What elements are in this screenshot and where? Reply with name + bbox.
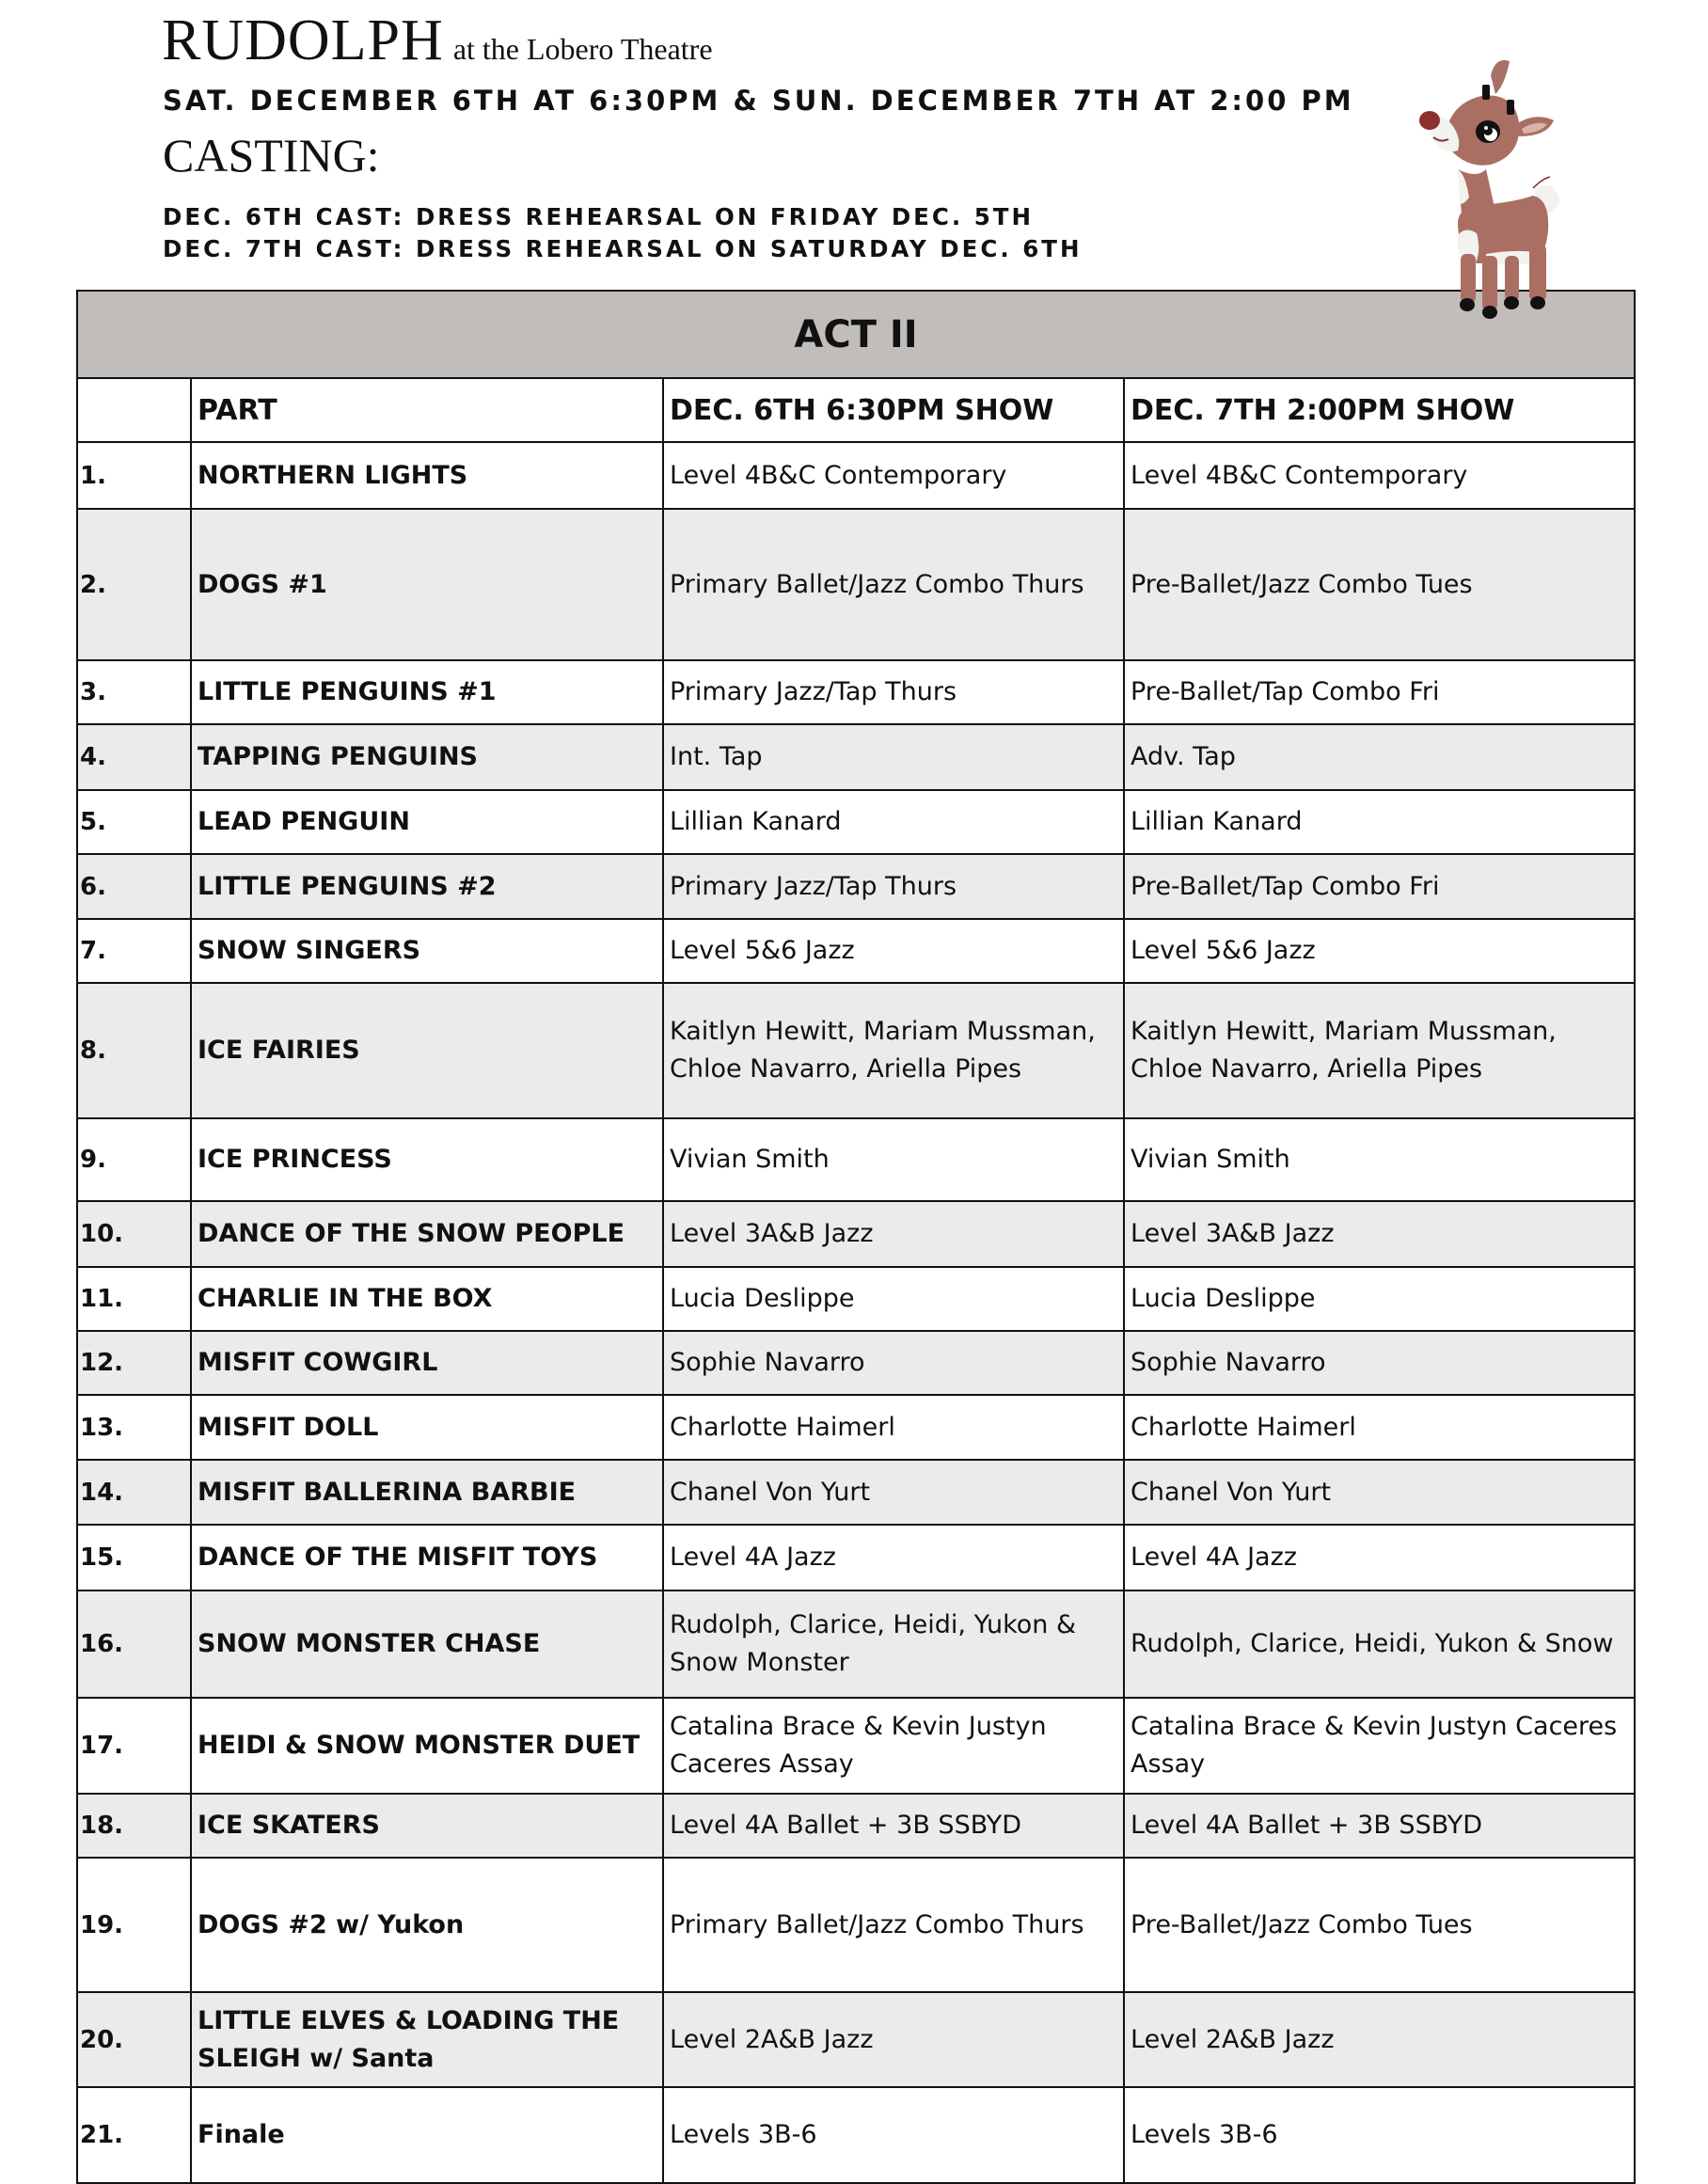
column-header-number bbox=[77, 378, 191, 442]
part-name: MISFIT BALLERINA BARBIE bbox=[191, 1460, 663, 1525]
dec7-cast: Lucia Deslippe bbox=[1124, 1267, 1635, 1331]
casting-table bbox=[76, 290, 1636, 2184]
dec6-cast: Level 4A Jazz bbox=[663, 1525, 1124, 1591]
dec7-cast: Pre-Ballet/Jazz Combo Tues bbox=[1124, 1858, 1635, 1992]
show-dates: SAT. DECEMBER 6TH AT 6:30PM & SUN. DECEMBER 7TH AT 2:00 PM bbox=[163, 85, 1354, 117]
dec6-cast: Primary Jazz/Tap Thurs bbox=[663, 660, 1124, 724]
dec7-cast: Charlotte Haimerl bbox=[1124, 1395, 1635, 1460]
part-name: LEAD PENGUIN bbox=[191, 790, 663, 854]
dec7-cast: Adv. Tap bbox=[1124, 724, 1635, 790]
part-name: LITTLE ELVES & LOADING THE SLEIGH w/ Santa bbox=[191, 1992, 663, 2087]
dec7-cast: Levels 3B-6 bbox=[1124, 2087, 1635, 2183]
dec7-cast: Level 4B&C Contemporary bbox=[1124, 442, 1635, 509]
table-row bbox=[77, 1331, 1635, 1395]
table-row bbox=[77, 1591, 1635, 1698]
dec7-cast: Sophie Navarro bbox=[1124, 1331, 1635, 1395]
row-number: 16. bbox=[77, 1591, 191, 1698]
venue-subtitle: at the Lobero Theatre bbox=[452, 32, 713, 66]
row-number: 4. bbox=[77, 724, 191, 790]
row-number: 13. bbox=[77, 1395, 191, 1460]
dec7-cast: Level 3A&B Jazz bbox=[1124, 1201, 1635, 1267]
part-name: LITTLE PENGUINS #2 bbox=[191, 854, 663, 919]
dec6-cast: Level 2A&B Jazz bbox=[663, 1992, 1124, 2087]
row-number: 3. bbox=[77, 660, 191, 724]
dec6-cast: Catalina Brace & Kevin Justyn Caceres Assay bbox=[663, 1698, 1124, 1794]
dec7-cast: Chanel Von Yurt bbox=[1124, 1460, 1635, 1525]
row-number: 19. bbox=[77, 1858, 191, 1992]
part-name: ICE FAIRIES bbox=[191, 983, 663, 1118]
column-header-dec6: DEC. 6TH 6:30PM SHOW bbox=[663, 378, 1124, 442]
dec7-cast: Pre-Ballet/Tap Combo Fri bbox=[1124, 660, 1635, 724]
part-name: ICE SKATERS bbox=[191, 1794, 663, 1858]
part-name: Finale bbox=[191, 2087, 663, 2183]
part-name: HEIDI & SNOW MONSTER DUET bbox=[191, 1698, 663, 1794]
dec6-cast: Level 3A&B Jazz bbox=[663, 1201, 1124, 1267]
part-name: SNOW SINGERS bbox=[191, 919, 663, 983]
part-name: MISFIT DOLL bbox=[191, 1395, 663, 1460]
part-name: ICE PRINCESS bbox=[191, 1118, 663, 1201]
table-row bbox=[77, 509, 1635, 660]
table-row bbox=[77, 1794, 1635, 1858]
dec6-cast: Levels 3B-6 bbox=[663, 2087, 1124, 2183]
part-name: TAPPING PENGUINS bbox=[191, 724, 663, 790]
table-row bbox=[77, 1698, 1635, 1794]
row-number: 12. bbox=[77, 1331, 191, 1395]
dec6-cast: Primary Ballet/Jazz Combo Thurs bbox=[663, 509, 1124, 660]
column-header-part: PART bbox=[191, 378, 663, 442]
dec6-cast: Vivian Smith bbox=[663, 1118, 1124, 1201]
dec6-cast: Rudolph, Clarice, Heidi, Yukon & Snow Monster bbox=[663, 1591, 1124, 1698]
document-title bbox=[162, 8, 713, 74]
dec6-cast: Int. Tap bbox=[663, 724, 1124, 790]
row-number: 1. bbox=[77, 442, 191, 509]
table-row bbox=[77, 919, 1635, 983]
dec6-cast: Level 4B&C Contemporary bbox=[663, 442, 1124, 509]
table-row bbox=[77, 1267, 1635, 1331]
table-row bbox=[77, 1460, 1635, 1525]
part-name: DANCE OF THE MISFIT TOYS bbox=[191, 1525, 663, 1591]
row-number: 14. bbox=[77, 1460, 191, 1525]
row-number: 15. bbox=[77, 1525, 191, 1591]
dec6-cast: Sophie Navarro bbox=[663, 1331, 1124, 1395]
part-name: LITTLE PENGUINS #1 bbox=[191, 660, 663, 724]
dec7-cast: Vivian Smith bbox=[1124, 1118, 1635, 1201]
part-name: SNOW MONSTER CHASE bbox=[191, 1591, 663, 1698]
dec6-cast: Primary Jazz/Tap Thurs bbox=[663, 854, 1124, 919]
part-name: DANCE OF THE SNOW PEOPLE bbox=[191, 1201, 663, 1267]
part-name: MISFIT COWGIRL bbox=[191, 1331, 663, 1395]
dec6-cast: Lillian Kanard bbox=[663, 790, 1124, 854]
dec6-cast: Level 4A Ballet + 3B SSBYD bbox=[663, 1794, 1124, 1858]
row-number: 6. bbox=[77, 854, 191, 919]
table-row bbox=[77, 1858, 1635, 1992]
dec6-cast: Charlotte Haimerl bbox=[663, 1395, 1124, 1460]
dec6-cast: Lucia Deslippe bbox=[663, 1267, 1124, 1331]
column-header-dec7: DEC. 7TH 2:00PM SHOW bbox=[1124, 378, 1635, 442]
row-number: 9. bbox=[77, 1118, 191, 1201]
rudolph-reindeer-icon bbox=[1392, 38, 1599, 320]
row-number: 18. bbox=[77, 1794, 191, 1858]
dec7-cast: Kaitlyn Hewitt, Mariam Mussman, Chloe Navarro, Ariella Pipes bbox=[1124, 983, 1635, 1118]
row-number: 8. bbox=[77, 983, 191, 1118]
dec7-cast: Level 2A&B Jazz bbox=[1124, 1992, 1635, 2087]
dec7-cast: Pre-Ballet/Tap Combo Fri bbox=[1124, 854, 1635, 919]
dec7-cast: Lillian Kanard bbox=[1124, 790, 1635, 854]
table-row bbox=[77, 1118, 1635, 1201]
row-number: 5. bbox=[77, 790, 191, 854]
rehearsal-note-dec6: DEC. 6TH CAST: DRESS REHEARSAL ON FRIDAY DEC. 5TH bbox=[163, 203, 1034, 230]
table-row bbox=[77, 660, 1635, 724]
dec7-cast: Pre-Ballet/Jazz Combo Tues bbox=[1124, 509, 1635, 660]
dec6-cast: Level 5&6 Jazz bbox=[663, 919, 1124, 983]
table-row bbox=[77, 1525, 1635, 1591]
table-row bbox=[77, 790, 1635, 854]
show-title: RUDOLPH bbox=[162, 8, 444, 72]
table-row bbox=[77, 1992, 1635, 2087]
dec7-cast: Rudolph, Clarice, Heidi, Yukon & Snow bbox=[1124, 1591, 1635, 1698]
dec7-cast: Level 4A Ballet + 3B SSBYD bbox=[1124, 1794, 1635, 1858]
dec6-cast: Kaitlyn Hewitt, Mariam Mussman, Chloe Navarro, Ariella Pipes bbox=[663, 983, 1124, 1118]
table-row bbox=[77, 2087, 1635, 2183]
part-name: NORTHERN LIGHTS bbox=[191, 442, 663, 509]
dec7-cast: Level 4A Jazz bbox=[1124, 1525, 1635, 1591]
row-number: 11. bbox=[77, 1267, 191, 1331]
part-name: DOGS #2 w/ Yukon bbox=[191, 1858, 663, 1992]
rehearsal-note-dec7: DEC. 7TH CAST: DRESS REHEARSAL ON SATURDAY DEC. 6TH bbox=[163, 235, 1083, 262]
dec6-cast: Primary Ballet/Jazz Combo Thurs bbox=[663, 1858, 1124, 1992]
casting-heading: CASTING: bbox=[163, 129, 380, 182]
row-number: 10. bbox=[77, 1201, 191, 1267]
table-row bbox=[77, 1395, 1635, 1460]
table-row bbox=[77, 854, 1635, 919]
table-row bbox=[77, 724, 1635, 790]
row-number: 21. bbox=[77, 2087, 191, 2183]
row-number: 7. bbox=[77, 919, 191, 983]
table-row bbox=[77, 442, 1635, 509]
table-row bbox=[77, 1201, 1635, 1267]
part-name: DOGS #1 bbox=[191, 509, 663, 660]
dec7-cast: Level 5&6 Jazz bbox=[1124, 919, 1635, 983]
dec7-cast: Catalina Brace & Kevin Justyn Caceres Assay bbox=[1124, 1698, 1635, 1794]
part-name: CHARLIE IN THE BOX bbox=[191, 1267, 663, 1331]
row-number: 20. bbox=[77, 1992, 191, 2087]
act-title: ACT II bbox=[77, 291, 1635, 378]
row-number: 17. bbox=[77, 1698, 191, 1794]
dec6-cast: Chanel Von Yurt bbox=[663, 1460, 1124, 1525]
row-number: 2. bbox=[77, 509, 191, 660]
column-header-row bbox=[77, 378, 1635, 442]
table-row bbox=[77, 983, 1635, 1118]
